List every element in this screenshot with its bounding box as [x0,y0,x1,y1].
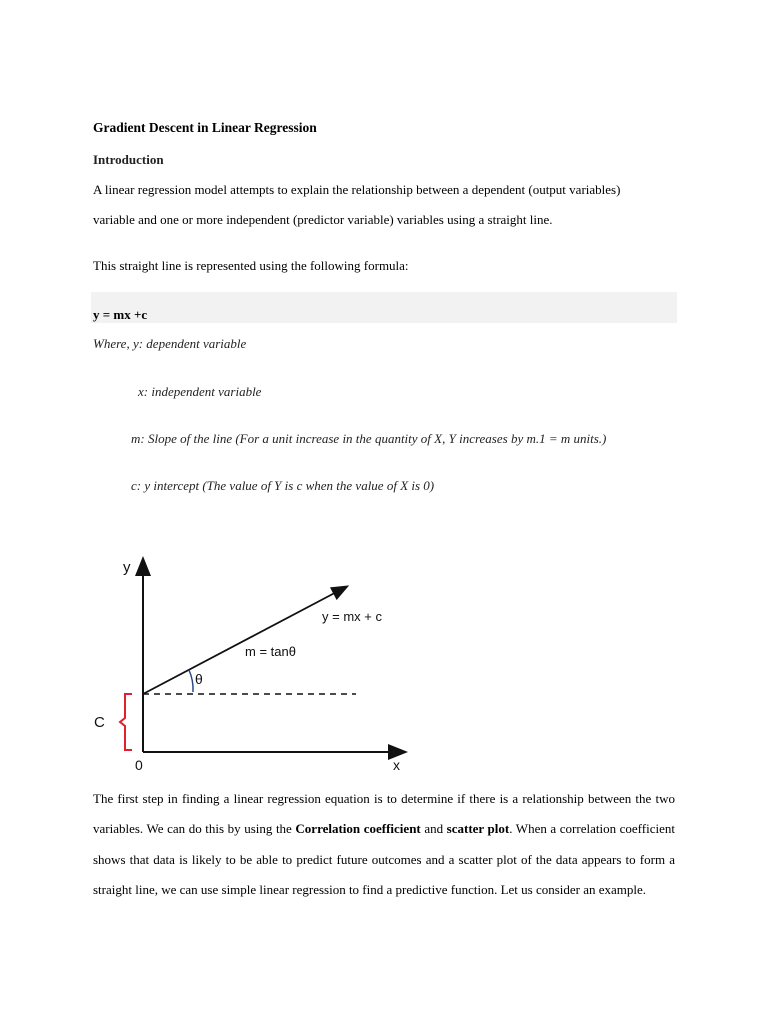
slope-label: m = tanθ [245,644,296,659]
formula-intro: This straight line is represented using the following formula: [93,258,409,273]
definition-c: c: y intercept (The value of Y is c when the value of X is 0) [131,478,435,493]
paragraph-text-2: and [420,821,447,837]
theta-arc [189,670,193,692]
intro-line-2: variable and one or more independent (predictor variable) variables using a straight line. [93,212,553,227]
y-axis-label: y [123,559,131,576]
intercept-label: C [94,714,105,731]
origin-label: 0 [135,757,143,773]
intro-line-1: A linear regression model attempts to explain the relationship between a dependent (output variables) [93,182,621,197]
correlation-coefficient-term: Correlation coefficient [295,821,421,837]
regression-line [143,587,346,694]
paragraph-text-1: The first step in finding a linear regression equation is to determine if there is a relationship between the two variables. We can do this by using the [93,791,675,837]
definition-y: Where, y: dependent variable [93,336,247,351]
regression-diagram [94,550,420,780]
x-axis-label: x [393,757,400,773]
line-equation-label: y = mx + c [322,609,382,624]
formula: y = mx +c [93,307,148,322]
document-title: Gradient Descent in Linear Regression [93,120,317,135]
scatter-plot-term: scatter plot [446,821,510,837]
section-heading: Introduction [93,152,164,167]
intercept-brace [120,694,132,750]
theta-label: θ [195,671,203,687]
formula-box [91,292,677,323]
definition-x: x: independent variable [138,384,262,399]
regression-diagram-svg [110,550,420,780]
definition-m: m: Slope of the line (For a unit increase in the quantity of X, Y increases by m.1 = m units.) [131,431,607,446]
paragraph-text-3: . When a correlation coefficient shows that data is likely to be able to predict future outcomes and a scatter plot of the data appears to form a straight line, we can use simple linear regression to find a predictive function. Let us consider an example. [93,821,675,898]
body-paragraph [93,784,675,906]
